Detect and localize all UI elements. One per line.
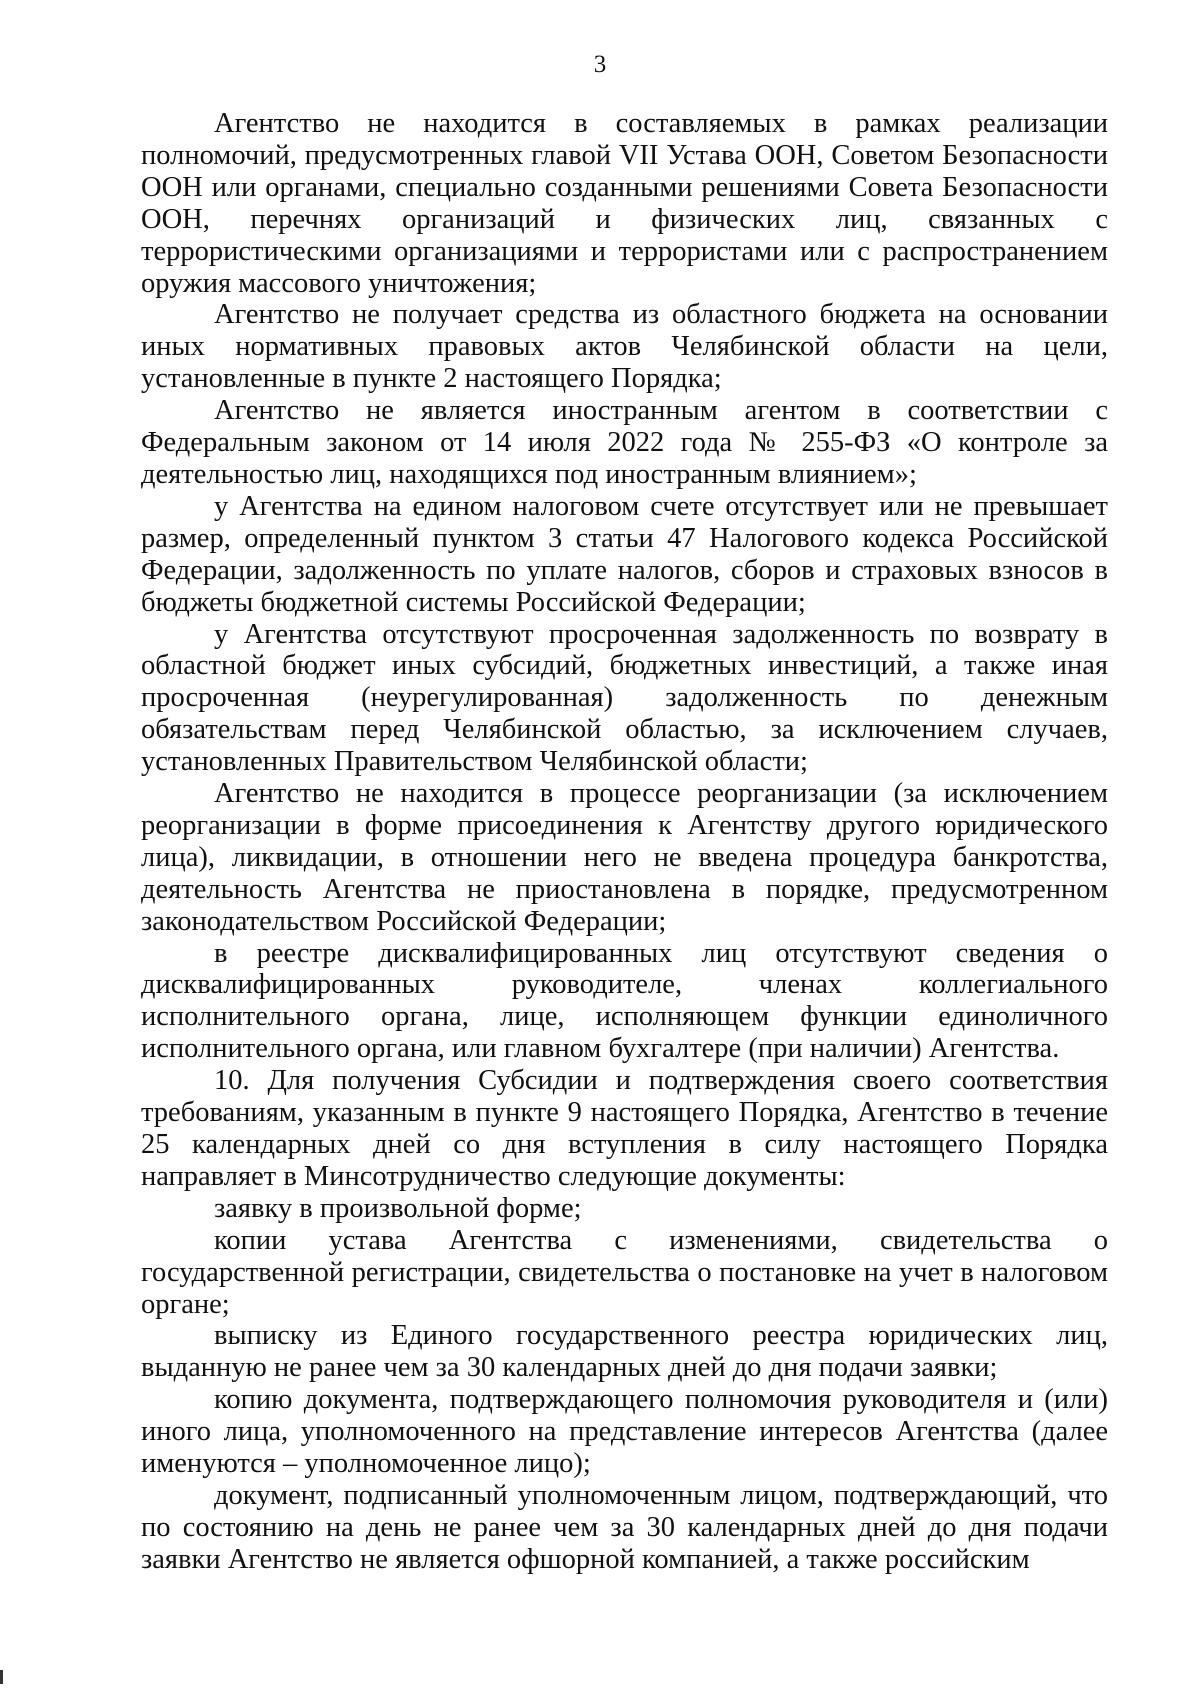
paragraph-registry-extract: выписку из Единого государственного реестра юридических лиц, выданную не ранее чем за 30 календарных дней до дня подачи заявки; (141, 1320, 1108, 1384)
paragraph-tax-debt: у Агентства на едином налоговом счете отсутствует или не превышает размер, определенный пунктом 3 статьи 47 Налогового кодекса Российской Федерации, задолженность по уплате налогов, сборов и страховых взносов в бюджеты бюджетной системы Российской Федерации; (141, 490, 1108, 618)
paragraph-not-foreign-agent: Агентство не является иностранным агентом в соответствии с Федеральным законом от 14 июля 2022 года № 255-ФЗ «О контроле за деятельностью лиц, находящихся под иностранным влиянием»; (141, 395, 1108, 490)
paragraph-no-regional-budget-funds: Агентство не получает средства из областного бюджета на основании иных нормативных правовых актов Челябинской области на цели, установленные в пункте 2 настоящего Порядка; (141, 299, 1108, 395)
paragraph-offshore-confirmation: документ, подписанный уполномоченным лицом, подтверждающий, что по состоянию на день не ранее чем за 30 календарных дней до дня подачи заявки Агентство не является офшорной компанией, а также российским (141, 1479, 1108, 1575)
paragraph-application: заявку в произвольной форме; (214, 1192, 582, 1224)
paragraph-disqualified-persons: в реестре дисквалифицированных лиц отсутствуют сведения о дисквалифицированных руководителе, членах коллегиального исполнительного органа, лице, исполняющем функции единоличного исполнительного органа, или главном бухгалтере (при наличии) Агентства. (141, 937, 1108, 1065)
page-number: 3 (593, 51, 607, 78)
paragraph-charter-copies: копии устава Агентства с изменениями, свидетельства о государственной регистрации, свидетельства о постановке на учет в налоговом органе; (141, 1224, 1108, 1320)
scan-edge-mark (0, 1670, 3, 1684)
document-body (141, 108, 1108, 1576)
paragraph-item-10: 10. Для получения Субсидии и подтверждения своего соответствия требованиям, указанным в пункте 9 настоящего Порядка, Агентство в течение 25 календарных дней со дня вступления в силу настоящего Порядка направляет в Минсотрудничество следующие документы: (141, 1065, 1108, 1192)
paragraph-no-reorganization: Агентство не находится в процессе реорганизации (за исключением реорганизации в форме присоединения к Агентству другого юридического лица), ликвидации, в отношении него не введена процедура банкротства, деятельность Агентства не приостановлена в порядке, предусмотренном законодательством Российской Федерации; (141, 778, 1108, 937)
paragraph-un-sanctions-lists: Агентство не находится в составляемых в рамках реализации полномочий, предусмотренных главой VII Устава ООН, Советом Безопасности ООН или органами, специально созданными решениями Совета Безопасности ООН, перечнях организаций и физических лиц, связанных с террористическими организациями и террористами или с распространением оружия массового уничтожения; (141, 108, 1108, 299)
paragraph-authority-document: копию документа, подтверждающего полномочия руководителя и (или) иного лица, уполномоченного на представление интересов Агентства (далее именуются – уполномоченное лицо); (141, 1384, 1108, 1480)
paragraph-overdue-debt: у Агентства отсутствуют просроченная задолженность по возврату в областной бюджет иных субсидий, бюджетных инвестиций, а также иная просроченная (неурегулированная) задолженность по денежным обязательствам перед Челябинской областью, за исключением случаев, установленных Правительством Челябинской области; (141, 618, 1108, 778)
